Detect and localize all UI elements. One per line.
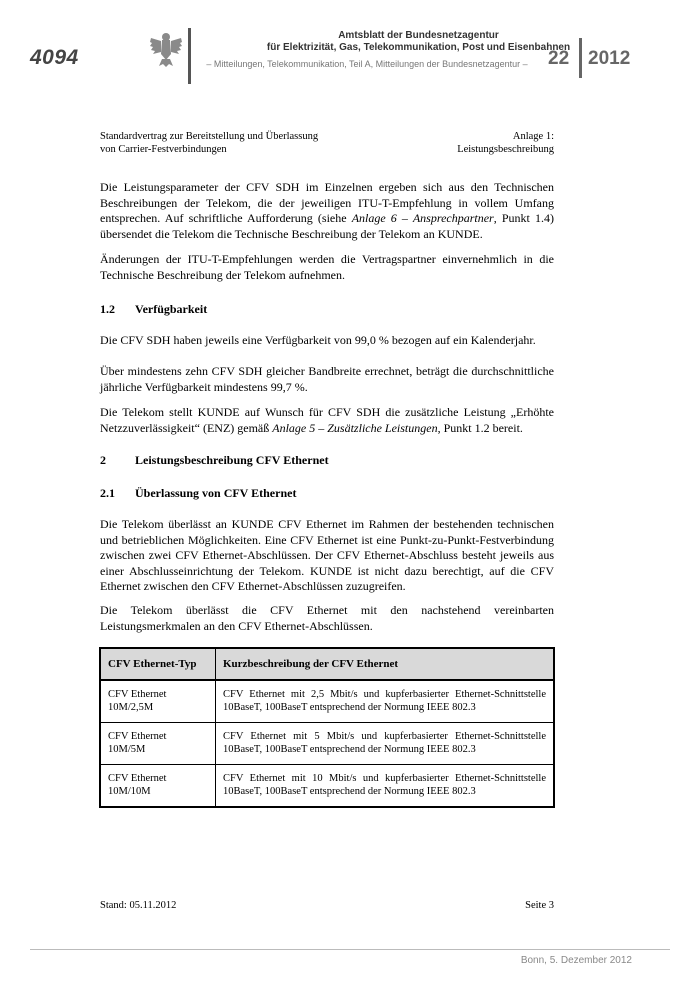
gazette-title-line1: Amtsblatt der Bundesnetzagentur xyxy=(338,30,499,41)
issue-divider xyxy=(579,38,582,78)
gazette-page-number: 4094 xyxy=(30,46,79,69)
gazette-title-line2: für Elektrizität, Gas, Telekommunikation, Post und Eisenbahnen xyxy=(266,42,571,53)
place-and-date: Bonn, 5. Dezember 2012 xyxy=(520,955,632,966)
section-number: 2.1 xyxy=(100,486,115,500)
column-header-type: CFV Ethernet-Typ xyxy=(100,648,216,680)
annex-reference: Anlage 6 – Ansprechpartner xyxy=(351,211,494,225)
type-cell xyxy=(100,765,216,808)
section-number: 2 xyxy=(100,453,106,467)
paragraph-text: , Punkt 1.4) übersendet die Telekom die Technische Beschreibung der Telekom an KUNDE. xyxy=(100,211,554,241)
column-header-description: Kurzbeschreibung der CFV Ethernet xyxy=(216,648,555,680)
gazette-title xyxy=(200,30,637,54)
type-name: CFV Ethernet xyxy=(108,731,167,742)
section-title: Überlassung von CFV Ethernet xyxy=(135,486,297,500)
table-row xyxy=(100,765,554,808)
type-name: CFV Ethernet xyxy=(108,689,167,700)
section-title: Leistungsbeschreibung CFV Ethernet xyxy=(135,453,329,467)
footer-divider xyxy=(30,949,670,950)
paragraph-itu-changes: Änderungen der ITU-T-Empfehlungen werden die Vertragspartner einvernehmlich in die Technische Beschreibung der Telekom aufnehmen. xyxy=(100,252,554,282)
header-divider xyxy=(188,28,191,84)
type-bandwidth: 10M/5M xyxy=(108,744,146,755)
table-row xyxy=(100,723,554,765)
description-cell: CFV Ethernet mit 2,5 Mbit/s und kupferbasierter Ethernet-Schnittstelle 10BaseT, 100BaseT entsprechend der Normung IEEE 802.3 xyxy=(216,680,555,723)
type-name: CFV Ethernet xyxy=(108,773,167,784)
gazette-subtitle: – Mitteilungen, Telekommunikation, Teil A, Mitteilungen der Bundesnetzagentur – xyxy=(206,59,528,69)
type-cell xyxy=(100,723,216,765)
ethernet-types-table xyxy=(99,647,555,808)
section-heading-2-1 xyxy=(100,486,296,501)
paragraph-text: Die Telekom stellt KUNDE auf Wunsch für CFV SDH die zusätzliche Leistung „Erhöhte Netzzuverlässigkeit“ (ENZ) gemäß xyxy=(100,405,554,435)
paragraph-availability: Die CFV SDH haben jeweils eine Verfügbarkeit von 99,0 % bezogen auf ein Kalenderjahr. xyxy=(100,333,536,347)
description-cell: CFV Ethernet mit 10 Mbit/s und kupferbasierter Ethernet-Schnittstelle 10BaseT, 100BaseT entsprechend der Normung IEEE 802.3 xyxy=(216,765,555,808)
section-heading-1-2 xyxy=(100,302,207,317)
contract-title-line2: von Carrier-Festverbindungen xyxy=(100,144,227,155)
type-cell xyxy=(100,680,216,723)
issue-number: 22 xyxy=(548,48,570,69)
section-title: Verfügbarkeit xyxy=(135,302,208,316)
section-heading-2 xyxy=(100,453,329,468)
table-header-row xyxy=(100,648,554,680)
type-bandwidth: 10M/10M xyxy=(108,786,151,797)
document-status-date: Stand: 05.11.2012 xyxy=(100,900,177,911)
paragraph-average-availability: Über mindestens zehn CFV SDH gleicher Bandbreite errechnet, beträgt die durchschnittliche jährliche Verfügbarkeit mindestens 99,7 %. xyxy=(100,364,554,394)
section-number: 1.2 xyxy=(100,302,115,316)
annex-label xyxy=(400,130,554,156)
paragraph-text: , Punkt 1.2 bereit. xyxy=(437,420,523,435)
federal-eagle-icon xyxy=(149,30,183,68)
paragraph-text: Die Leistungsparameter der CFV SDH im Einzelnen ergeben sich aus den Technischen Beschreibungen der Telekom, die der jeweiligen ITU-T-Empfehlung in vollem Umfang entsprechen. Auf schriftliche Aufforderung (siehe xyxy=(100,180,554,225)
table-row xyxy=(100,680,554,723)
paragraph-technical-description xyxy=(100,180,554,242)
contract-title-line1: Standardvertrag zur Bereitstellung und Überlassung xyxy=(100,131,319,142)
paragraph-ethernet-features: Die Telekom überlässt die CFV Ethernet mit den nachstehend vereinbarten Leistungsmerkmalen an den CFV Ethernet-Abschlüssen. xyxy=(100,603,554,633)
document-page-number: Seite 3 xyxy=(525,900,554,911)
contract-title xyxy=(100,130,318,156)
annex-reference: Anlage 5 – Zusätzliche Leistungen xyxy=(272,420,438,435)
paragraph-enz xyxy=(100,405,554,436)
description-cell: CFV Ethernet mit 5 Mbit/s und kupferbasierter Ethernet-Schnittstelle 10BaseT, 100BaseT entsprechend der Normung IEEE 802.3 xyxy=(216,723,555,765)
type-bandwidth: 10M/2,5M xyxy=(108,702,154,713)
issue-year: 2012 xyxy=(588,48,631,69)
annex-label-line1: Anlage 1: xyxy=(512,131,554,142)
annex-label-line2: Leistungsbeschreibung xyxy=(457,144,554,155)
paragraph-ethernet-overview: Die Telekom überlässt an KUNDE CFV Ethernet im Rahmen der bestehenden technischen und betrieblichen Möglichkeiten. Eine CFV Ethernet ist eine Punkt-zu-Punkt-Festverbindung zwischen zwei CFV Ethernet-Abschlüssen. Der CFV Ethernet-Abschluss besteht jeweils aus einer Abschlusseinrichtung der Telekom. KUNDE ist nicht dazu berechtigt, auf die CFV Ethernet zwischen den CFV Ethernet-Abschlüssen zuzugreifen. xyxy=(100,517,554,593)
